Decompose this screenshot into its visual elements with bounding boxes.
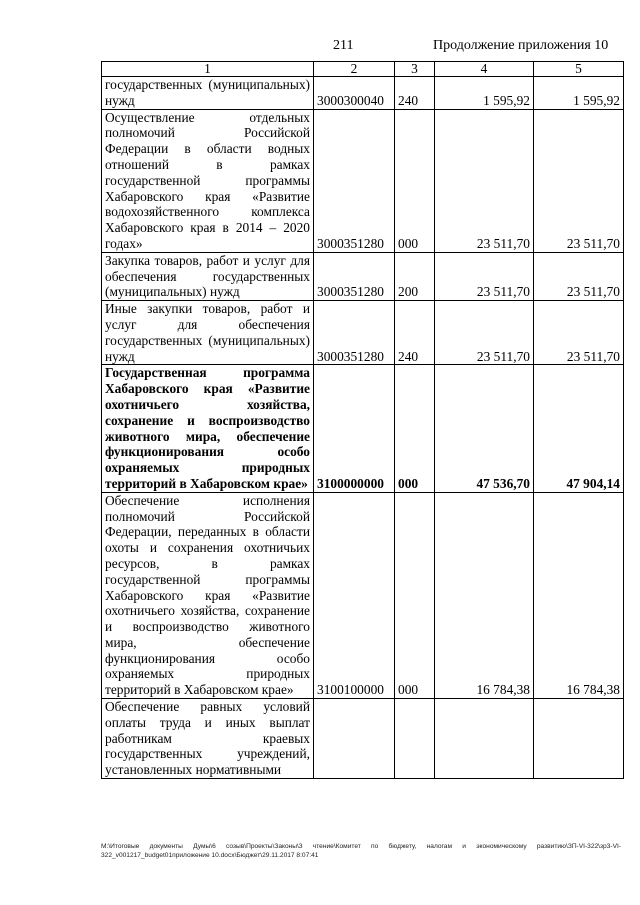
row-value-2	[534, 699, 624, 779]
row-value-1: 16 784,38	[435, 492, 534, 698]
table-row	[102, 77, 624, 110]
row-name: Обеспечение исполнения полномочий Российской Федерации, переданных в области охоты и сохранения охотничьих ресурсов, в рамках государственной программы Хабаровского края «Развитие охотничьего хозяйства, сохранение и воспроизводство животного мира, обеспечение функционирования особо охраняемых природных территорий в Хабаровском крае»	[102, 492, 314, 698]
row-expense-type: 240	[395, 301, 435, 365]
column-header: 5	[534, 62, 624, 77]
row-code	[314, 699, 395, 779]
row-value-1: 23 511,70	[435, 252, 534, 300]
row-name: государственных (муниципальных) нужд	[102, 77, 314, 110]
row-code: 3100000000	[314, 365, 395, 492]
budget-table	[101, 61, 624, 779]
row-name: Обеспечение равных условий оплаты труда и иных выплат работникам краевых государственных учреждений, установленных нормативными	[102, 699, 314, 779]
continuation-title: Продолжение приложения 10	[433, 38, 609, 53]
table-row	[102, 699, 624, 779]
table-row	[102, 109, 624, 252]
row-value-1: 23 511,70	[435, 301, 534, 365]
table-row	[102, 301, 624, 365]
row-expense-type: 240	[395, 77, 435, 110]
row-name: Государственная программа Хабаровского края «Развитие охотничьего хозяйства, сохранение и воспроизводство животного мира, обеспечение функционирования особо охраняемых природных территорий в Хабаровском крае»	[102, 365, 314, 492]
row-value-1: 1 595,92	[435, 77, 534, 110]
row-expense-type: 000	[395, 492, 435, 698]
file-path-footer: М:\Итоговые документы Думы\6 созыв\Проекты\Законы\3 чтение\Комитет по бюджету, налогам и экономическому развитию\ЗП-VI-322\зр3-VI-322_v001217_budget01приложение 10.docx\Бюджет\29.11.2017 8:07:41	[101, 843, 621, 859]
row-expense-type: 000	[395, 365, 435, 492]
page-number: 211	[333, 38, 354, 53]
row-value-2: 23 511,70	[534, 252, 624, 300]
row-code: 3100100000	[314, 492, 395, 698]
row-expense-type: 200	[395, 252, 435, 300]
row-expense-type: 000	[395, 109, 435, 252]
row-expense-type	[395, 699, 435, 779]
column-header: 3	[395, 62, 435, 77]
row-value-2: 23 511,70	[534, 301, 624, 365]
row-value-2: 23 511,70	[534, 109, 624, 252]
row-value-2: 47 904,14	[534, 365, 624, 492]
row-value-2: 1 595,92	[534, 77, 624, 110]
row-name: Закупка товаров, работ и услуг для обеспечения государственных (муниципальных) нужд	[102, 252, 314, 300]
table-header-row	[102, 62, 624, 77]
row-code: 3000351280	[314, 109, 395, 252]
row-value-1: 47 536,70	[435, 365, 534, 492]
row-code: 3000351280	[314, 252, 395, 300]
row-value-2: 16 784,38	[534, 492, 624, 698]
row-value-1	[435, 699, 534, 779]
row-name: Осуществление отдельных полномочий Российской Федерации в области водных отношений в рамках государственной программы Хабаровского края «Развитие водохозяйственного комплекса Хабаровского края в 2014 – 2020 годах»	[102, 109, 314, 252]
table-row	[102, 252, 624, 300]
row-value-1: 23 511,70	[435, 109, 534, 252]
column-header: 1	[102, 62, 314, 77]
table-row-program	[102, 365, 624, 492]
row-name: Иные закупки товаров, работ и услуг для обеспечения государственных (муниципальных) нужд	[102, 301, 314, 365]
column-header: 2	[314, 62, 395, 77]
column-header: 4	[435, 62, 534, 77]
row-code: 3000351280	[314, 301, 395, 365]
table-row	[102, 492, 624, 698]
row-code: 3000300040	[314, 77, 395, 110]
